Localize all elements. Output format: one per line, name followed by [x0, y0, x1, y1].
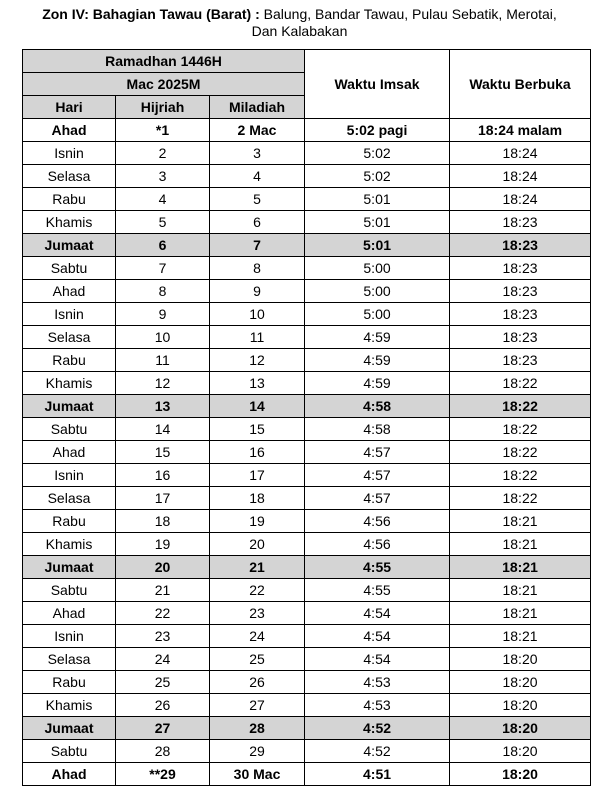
table-row — [23, 717, 591, 740]
cell-hijri: 18 — [116, 510, 210, 533]
cell-greg: 20 — [210, 533, 305, 556]
cell-imsak: 4:59 — [305, 349, 450, 372]
cell-greg: 10 — [210, 303, 305, 326]
table-row — [23, 625, 591, 648]
cell-greg: 13 — [210, 372, 305, 395]
cell-hijri: 16 — [116, 464, 210, 487]
cell-day: Khamis — [23, 372, 116, 395]
cell-day: Jumaat — [23, 395, 116, 418]
cell-berbuka: 18:23 — [450, 211, 591, 234]
cell-day: Sabtu — [23, 257, 116, 280]
cell-greg: 14 — [210, 395, 305, 418]
cell-greg: 29 — [210, 740, 305, 763]
cell-hijri: 7 — [116, 257, 210, 280]
cell-day: Khamis — [23, 211, 116, 234]
table-row — [23, 349, 591, 372]
table-row — [23, 464, 591, 487]
table-row — [23, 395, 591, 418]
cell-berbuka: 18:21 — [450, 510, 591, 533]
cell-day: Selasa — [23, 648, 116, 671]
cell-greg: 18 — [210, 487, 305, 510]
cell-greg: 9 — [210, 280, 305, 303]
hijri-column-header: Hijriah — [116, 96, 210, 119]
cell-imsak: 4:58 — [305, 418, 450, 441]
cell-berbuka: 18:21 — [450, 579, 591, 602]
cell-imsak: 4:54 — [305, 625, 450, 648]
cell-imsak: 4:59 — [305, 326, 450, 349]
cell-berbuka: 18:22 — [450, 372, 591, 395]
cell-day: Jumaat — [23, 234, 116, 257]
table-row — [23, 671, 591, 694]
cell-hijri: 9 — [116, 303, 210, 326]
cell-berbuka: 18:23 — [450, 257, 591, 280]
cell-imsak: 4:58 — [305, 395, 450, 418]
cell-hijri: 17 — [116, 487, 210, 510]
cell-greg: 17 — [210, 464, 305, 487]
cell-imsak: 5:00 — [305, 303, 450, 326]
table-row — [23, 418, 591, 441]
cell-imsak: 5:02 — [305, 142, 450, 165]
cell-hijri: 6 — [116, 234, 210, 257]
cell-hijri: 5 — [116, 211, 210, 234]
cell-hijri: 3 — [116, 165, 210, 188]
cell-greg: 6 — [210, 211, 305, 234]
cell-greg: 15 — [210, 418, 305, 441]
cell-hijri: 19 — [116, 533, 210, 556]
table-row — [23, 441, 591, 464]
table-row — [23, 602, 591, 625]
cell-hijri: 20 — [116, 556, 210, 579]
table-row — [23, 280, 591, 303]
cell-day: Selasa — [23, 165, 116, 188]
cell-hijri: 13 — [116, 395, 210, 418]
table-row — [23, 763, 591, 786]
cell-greg: 24 — [210, 625, 305, 648]
cell-berbuka: 18:23 — [450, 280, 591, 303]
cell-hijri: 27 — [116, 717, 210, 740]
cell-day: Sabtu — [23, 418, 116, 441]
cell-imsak: 4:55 — [305, 579, 450, 602]
cell-berbuka: 18:21 — [450, 625, 591, 648]
cell-day: Isnin — [23, 625, 116, 648]
cell-imsak: 4:57 — [305, 487, 450, 510]
cell-greg: 23 — [210, 602, 305, 625]
cell-berbuka: 18:20 — [450, 740, 591, 763]
cell-greg: 11 — [210, 326, 305, 349]
cell-imsak: 4:52 — [305, 717, 450, 740]
ramadhan-timetable — [22, 49, 591, 786]
table-row — [23, 165, 591, 188]
cell-day: Khamis — [23, 533, 116, 556]
table-row — [23, 257, 591, 280]
cell-day: Khamis — [23, 694, 116, 717]
cell-imsak: 5:00 — [305, 280, 450, 303]
table-row — [23, 533, 591, 556]
cell-hijri: 21 — [116, 579, 210, 602]
zone-areas-line1: Balung, Bandar Tawau, Pulau Sebatik, Merotai, — [259, 6, 557, 22]
cell-greg: 8 — [210, 257, 305, 280]
cell-greg: 30 Mac — [210, 763, 305, 786]
cell-berbuka: 18:22 — [450, 464, 591, 487]
greg-column-header: Miladiah — [210, 96, 305, 119]
cell-day: Ahad — [23, 441, 116, 464]
cell-berbuka: 18:22 — [450, 441, 591, 464]
berbuka-column-header: Waktu Berbuka — [450, 50, 591, 119]
cell-berbuka: 18:23 — [450, 303, 591, 326]
cell-imsak: 4:57 — [305, 441, 450, 464]
cell-berbuka: 18:21 — [450, 556, 591, 579]
table-row — [23, 487, 591, 510]
table-row — [23, 694, 591, 717]
table-row — [23, 142, 591, 165]
cell-imsak: 4:59 — [305, 372, 450, 395]
table-row — [23, 303, 591, 326]
cell-day: Ahad — [23, 763, 116, 786]
cell-day: Ahad — [23, 280, 116, 303]
cell-hijri: 14 — [116, 418, 210, 441]
cell-berbuka: 18:23 — [450, 234, 591, 257]
table-row — [23, 234, 591, 257]
zone-label: Zon IV: Bahagian Tawau (Barat) : — [42, 6, 260, 22]
cell-berbuka: 18:24 — [450, 165, 591, 188]
cell-imsak: 4:53 — [305, 694, 450, 717]
cell-berbuka: 18:20 — [450, 717, 591, 740]
cell-day: Rabu — [23, 188, 116, 211]
cell-hijri: 10 — [116, 326, 210, 349]
zone-title-line — [0, 6, 599, 23]
cell-berbuka: 18:20 — [450, 763, 591, 786]
table-row — [23, 579, 591, 602]
cell-greg: 7 — [210, 234, 305, 257]
table-row — [23, 740, 591, 763]
cell-hijri: 26 — [116, 694, 210, 717]
cell-berbuka: 18:24 — [450, 142, 591, 165]
table-row — [23, 510, 591, 533]
cell-greg: 22 — [210, 579, 305, 602]
cell-imsak: 5:01 — [305, 188, 450, 211]
cell-day: Ahad — [23, 119, 116, 142]
cell-imsak: 5:02 — [305, 165, 450, 188]
cell-imsak: 4:53 — [305, 671, 450, 694]
cell-berbuka: 18:21 — [450, 533, 591, 556]
cell-greg: 27 — [210, 694, 305, 717]
cell-greg: 21 — [210, 556, 305, 579]
cell-greg: 2 Mac — [210, 119, 305, 142]
table-row — [23, 326, 591, 349]
cell-day: Jumaat — [23, 556, 116, 579]
cell-day: Isnin — [23, 303, 116, 326]
cell-day: Rabu — [23, 349, 116, 372]
cell-berbuka: 18:22 — [450, 487, 591, 510]
hijri-month-header: Ramadhan 1446H — [23, 50, 305, 73]
cell-greg: 5 — [210, 188, 305, 211]
imsak-column-header: Waktu Imsak — [305, 50, 450, 119]
cell-berbuka: 18:20 — [450, 648, 591, 671]
cell-berbuka: 18:24 — [450, 188, 591, 211]
cell-imsak: 4:54 — [305, 602, 450, 625]
cell-greg: 16 — [210, 441, 305, 464]
cell-hijri: **29 — [116, 763, 210, 786]
cell-imsak: 5:01 — [305, 234, 450, 257]
cell-imsak: 4:56 — [305, 533, 450, 556]
cell-berbuka: 18:24 malam — [450, 119, 591, 142]
greg-month-header: Mac 2025M — [23, 73, 305, 96]
cell-day: Ahad — [23, 602, 116, 625]
cell-imsak: 4:54 — [305, 648, 450, 671]
table-row — [23, 372, 591, 395]
cell-day: Isnin — [23, 142, 116, 165]
cell-greg: 4 — [210, 165, 305, 188]
cell-day: Sabtu — [23, 579, 116, 602]
cell-berbuka: 18:23 — [450, 349, 591, 372]
table-row — [23, 556, 591, 579]
cell-greg: 19 — [210, 510, 305, 533]
cell-hijri: 24 — [116, 648, 210, 671]
cell-imsak: 4:56 — [305, 510, 450, 533]
cell-day: Jumaat — [23, 717, 116, 740]
cell-hijri: 2 — [116, 142, 210, 165]
table-row — [23, 648, 591, 671]
cell-imsak: 5:01 — [305, 211, 450, 234]
day-column-header: Hari — [23, 96, 116, 119]
cell-berbuka: 18:20 — [450, 671, 591, 694]
cell-berbuka: 18:22 — [450, 395, 591, 418]
cell-berbuka: 18:22 — [450, 418, 591, 441]
cell-hijri: 28 — [116, 740, 210, 763]
zone-areas-line2: Dan Kalabakan — [251, 23, 348, 39]
cell-greg: 26 — [210, 671, 305, 694]
cell-hijri: 23 — [116, 625, 210, 648]
cell-greg: 28 — [210, 717, 305, 740]
cell-berbuka: 18:20 — [450, 694, 591, 717]
table-row — [23, 211, 591, 234]
cell-day: Isnin — [23, 464, 116, 487]
table-row — [23, 188, 591, 211]
cell-imsak: 4:52 — [305, 740, 450, 763]
cell-greg: 12 — [210, 349, 305, 372]
cell-greg: 3 — [210, 142, 305, 165]
cell-imsak: 4:57 — [305, 464, 450, 487]
cell-hijri: 25 — [116, 671, 210, 694]
cell-berbuka: 18:23 — [450, 326, 591, 349]
cell-hijri: 15 — [116, 441, 210, 464]
table-row — [23, 119, 591, 142]
zone-header — [0, 6, 599, 40]
cell-day: Rabu — [23, 510, 116, 533]
cell-hijri: 8 — [116, 280, 210, 303]
cell-hijri: *1 — [116, 119, 210, 142]
cell-hijri: 12 — [116, 372, 210, 395]
cell-day: Selasa — [23, 487, 116, 510]
cell-berbuka: 18:21 — [450, 602, 591, 625]
cell-imsak: 4:51 — [305, 763, 450, 786]
cell-hijri: 11 — [116, 349, 210, 372]
cell-imsak: 5:00 — [305, 257, 450, 280]
cell-day: Selasa — [23, 326, 116, 349]
cell-hijri: 4 — [116, 188, 210, 211]
cell-hijri: 22 — [116, 602, 210, 625]
cell-day: Rabu — [23, 671, 116, 694]
cell-day: Sabtu — [23, 740, 116, 763]
cell-greg: 25 — [210, 648, 305, 671]
cell-imsak: 4:55 — [305, 556, 450, 579]
cell-imsak: 5:02 pagi — [305, 119, 450, 142]
